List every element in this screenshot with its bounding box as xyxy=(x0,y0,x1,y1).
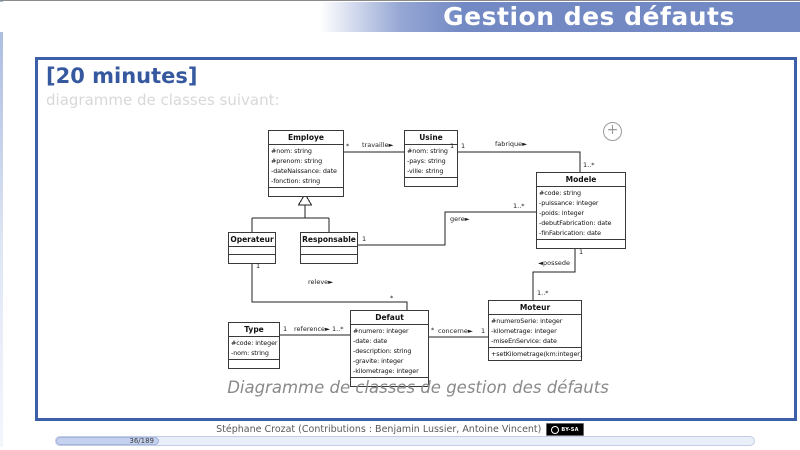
multiplicity: 1 xyxy=(283,325,288,333)
uml-class-usine xyxy=(404,130,458,187)
class-title: Responsable xyxy=(301,233,357,247)
class-member: -dateNaissance: date xyxy=(271,167,337,175)
class-member: -finFabrication: date xyxy=(539,229,602,237)
association-label-fabrique: fabrique► xyxy=(495,140,528,148)
association-gere xyxy=(358,212,536,245)
uml-class-operateur xyxy=(228,232,276,264)
class-title: Moteur xyxy=(489,301,581,315)
class-member: -description: string xyxy=(353,347,412,355)
multiplicity: 1 xyxy=(362,235,367,243)
class-member: -gravite: integer xyxy=(353,357,404,365)
uml-class-employe xyxy=(268,130,344,197)
association-label-gere: gere► xyxy=(450,215,470,223)
class-member: #numero: integer xyxy=(353,327,409,335)
class-member: -kilometrage: integer xyxy=(491,327,557,335)
multiplicity: 1..* xyxy=(583,161,595,169)
class-member: #nom: string xyxy=(407,147,448,155)
cc-license-badge[interactable] xyxy=(546,423,583,436)
class-member: +setKilometrage(km:integer) xyxy=(491,350,583,358)
cc-icon xyxy=(551,426,559,434)
uml-class-type xyxy=(228,322,280,369)
generalization-lines xyxy=(252,205,329,232)
association-label-concerne: concerne► xyxy=(438,327,473,335)
multiplicity: 1 xyxy=(256,262,261,270)
class-member: -debutFabrication: date xyxy=(539,219,612,227)
class-title: Modele xyxy=(537,173,625,187)
credits-text: Stéphane Crozat (Contributions : Benjamin Lussier, Antoine Vincent) xyxy=(216,424,542,435)
class-member: -pays: string xyxy=(407,157,446,165)
class-methods xyxy=(229,255,275,263)
class-member: #prenom: string xyxy=(271,157,323,165)
multiplicity: 1 xyxy=(579,248,584,256)
class-member: -date: date xyxy=(353,337,388,345)
diagram-caption: Diagramme de classes de gestion des défauts xyxy=(227,378,609,397)
association-fabrique xyxy=(458,152,580,172)
faded-intro-text: diagramme de classes suivant: xyxy=(46,91,280,109)
multiplicity: 1..* xyxy=(332,325,344,333)
multiplicity: 1 xyxy=(450,142,455,150)
class-methods xyxy=(269,188,343,196)
uml-class-responsable xyxy=(300,232,358,264)
progress-fill[interactable] xyxy=(56,437,159,445)
class-attributes xyxy=(489,315,581,348)
multiplicity: * xyxy=(390,294,394,302)
association-label-travaille: travaille► xyxy=(362,141,394,149)
multiplicity: 1 xyxy=(461,142,466,150)
slide-header-bar xyxy=(0,2,800,32)
class-member: #nom: string xyxy=(271,147,312,155)
class-attributes xyxy=(301,247,357,255)
class-member: -kilometrage: integer xyxy=(353,367,419,375)
page-title: Gestion des défauts xyxy=(443,2,735,31)
multiplicity: * xyxy=(346,142,350,150)
top-border-line xyxy=(0,0,800,1)
uml-class-modele xyxy=(536,172,626,249)
multiplicity: 1 xyxy=(481,327,486,335)
class-member: #code: string xyxy=(539,189,581,197)
class-methods xyxy=(229,360,279,368)
class-member: #code: integer xyxy=(231,339,278,347)
multiplicity: 1..* xyxy=(513,202,525,210)
class-methods xyxy=(301,255,357,263)
multiplicity: * xyxy=(431,326,435,334)
zoom-plus-icon[interactable]: + xyxy=(603,122,622,141)
footer-credits xyxy=(0,423,800,436)
class-title: Usine xyxy=(405,131,457,145)
uml-class-moteur xyxy=(488,300,582,361)
class-member: -miseEnService: date xyxy=(491,337,557,345)
class-member: -nom: string xyxy=(231,349,269,357)
progress-bar[interactable] xyxy=(55,436,755,446)
association-label-possede: ◄possede xyxy=(538,259,570,267)
class-member: -fonction: string xyxy=(271,177,321,185)
slide-content-box xyxy=(35,57,797,421)
class-title: Type xyxy=(229,323,279,337)
class-attributes xyxy=(229,247,275,255)
class-attributes xyxy=(351,325,428,378)
page-indicator: 36/189 xyxy=(129,437,154,445)
class-member: #numeroSerie: integer xyxy=(491,317,563,325)
class-title: Employe xyxy=(269,131,343,145)
class-attributes xyxy=(269,145,343,188)
class-member: -poids: integer xyxy=(539,209,584,217)
class-title: Operateur xyxy=(229,233,275,247)
class-methods xyxy=(405,178,457,186)
class-attributes xyxy=(229,337,279,360)
class-title: Defaut xyxy=(351,311,428,325)
class-attributes xyxy=(537,187,625,240)
class-member: -puissance: integer xyxy=(539,199,599,207)
class-methods xyxy=(537,240,625,248)
license-label: BY-SA xyxy=(561,426,579,433)
duration-heading: [20 minutes] xyxy=(46,64,198,88)
uml-class-defaut xyxy=(350,310,429,387)
association-label-reference: reference► xyxy=(294,325,331,333)
class-methods xyxy=(489,348,581,360)
multiplicity: 1..* xyxy=(537,289,549,297)
left-accent-strip xyxy=(0,1,3,447)
class-member: -ville: string xyxy=(407,167,444,175)
association-label-releve: releve► xyxy=(308,278,334,286)
